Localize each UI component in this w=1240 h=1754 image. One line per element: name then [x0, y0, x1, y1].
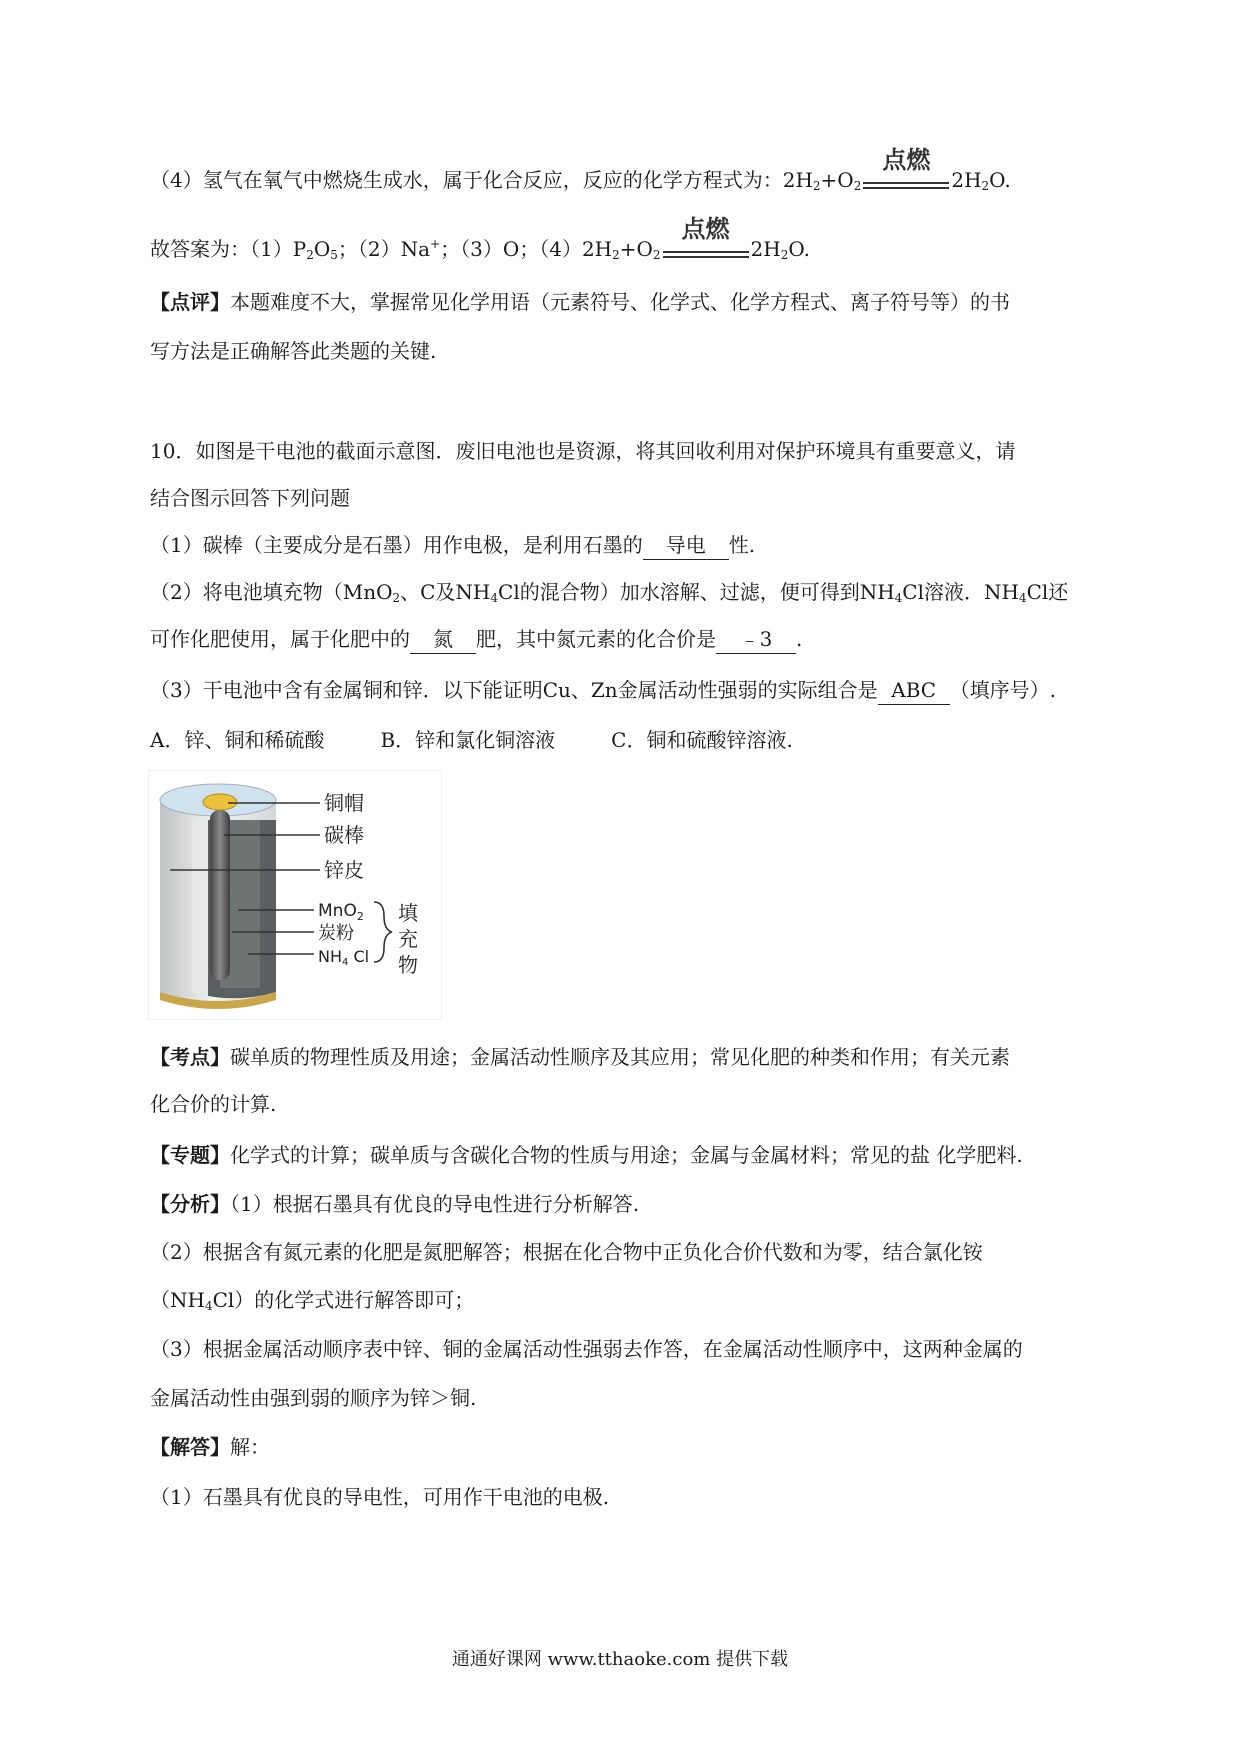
question-10-line-2 [150, 484, 350, 512]
text: （4）氢气在氧气中燃烧生成水，属于化合反应，反应的化学方程式为： [150, 168, 783, 192]
subscript: 2 [652, 248, 661, 262]
comment-tag: 【点评】 [150, 290, 230, 314]
answer-blank-1: 导电 [643, 531, 729, 560]
jieda-tag: 【解答】 [150, 1435, 230, 1459]
jieda-line [150, 1433, 270, 1461]
question-10-sub-2b [150, 625, 802, 654]
answer-blank-4: ABC [878, 676, 950, 705]
text: （2）根据含有氮元素的化肥是氮肥解答；根据在化合物中正负化合价代数和为零，结合氯化铵 [150, 1240, 983, 1264]
eq-plus: +O [820, 168, 854, 192]
label-nh4cl: NH4 Cl [318, 947, 370, 968]
subscript: 2 [612, 248, 620, 262]
answer-blank-2: 氮 [410, 625, 476, 654]
answer-prefix: 故答案为：（1）P [150, 237, 307, 261]
reaction-condition: 点燃 [882, 146, 931, 174]
option-c: C．铜和硫酸锌溶液. [611, 728, 793, 752]
zhuanti-line [150, 1141, 1023, 1169]
answer-summary [150, 215, 810, 269]
text: 肥，其中氮元素的化合价是 [476, 627, 716, 651]
text: 解： [230, 1435, 270, 1459]
question-10-options [150, 726, 793, 754]
text: 金属活动性由强到弱的顺序为锌＞铜. [150, 1386, 477, 1410]
label-copper-cap: 铜帽 [324, 791, 364, 815]
label-carbon-powder: 炭粉 [318, 923, 354, 944]
reaction-arrow [861, 146, 951, 200]
text: 化合价的计算. [150, 1092, 277, 1116]
text: （NH [150, 1288, 205, 1312]
text: . [796, 627, 803, 651]
kaodian-line-2 [150, 1090, 276, 1118]
subscript: 2 [812, 179, 821, 193]
text: Cl还 [1026, 580, 1069, 604]
subscript: 2 [981, 179, 990, 193]
fenxi-line-5 [150, 1384, 476, 1412]
answer-line-4 [150, 146, 1011, 200]
eq-right: 2H [951, 168, 982, 192]
fenxi-line-4 [150, 1335, 1023, 1363]
subscript: 4 [894, 591, 903, 605]
fenxi-line-2 [150, 1238, 983, 1266]
text: （2）将电池填充物（MnO [150, 580, 393, 604]
subscript: 2 [306, 248, 314, 262]
label-filler-2: 充 [398, 927, 418, 951]
jieda-line-1 [150, 1483, 609, 1511]
kaodian-line-1 [150, 1043, 1010, 1071]
text: 、C及NH [400, 580, 491, 604]
eq-end: O. [989, 168, 1011, 192]
text: 碳单质的物理性质及用途；金属活动性顺序及其应用；常见化肥的种类和作用；有关元素 [230, 1045, 1010, 1069]
label-filler-1: 填 [398, 901, 418, 925]
text: O [313, 237, 331, 261]
text: Cl的混合物）加水溶解、过滤，便可得到NH [498, 580, 895, 604]
option-b: B．锌和氯化铜溶液 [380, 728, 556, 752]
text: 10．如图是干电池的截面示意图．废旧电池也是资源，将其回收利用对保护环境具有重要意义，请 [150, 439, 1016, 463]
subscript: 2 [853, 179, 862, 193]
text: O. [788, 237, 810, 261]
text: 性. [728, 533, 756, 557]
text: （1）碳棒（主要成分是石墨）用作电极，是利用石墨的 [150, 533, 643, 557]
option-a: A．锌、铜和稀硫酸 [150, 728, 325, 752]
text: 化学式的计算；碳单质与含碳化合物的性质与用途；金属与金属材料；常见的盐 化学肥料. [230, 1143, 1023, 1167]
text: Cl）的化学式进行解答即可； [212, 1288, 475, 1312]
fenxi-line-1 [150, 1190, 639, 1218]
text: （1）根据石墨具有优良的导电性进行分析解答. [230, 1192, 640, 1216]
text: 写方法是正确解答此类题的关键. [150, 339, 437, 363]
subscript: 4 [490, 591, 499, 605]
subscript: 2 [392, 591, 401, 605]
text: 2H [750, 237, 781, 261]
label-mno2: MnO$_2$ [318, 901, 364, 923]
eq-left: 2H [782, 168, 813, 192]
reaction-condition: 点燃 [681, 215, 730, 243]
subscript: 4 [204, 1299, 213, 1313]
reaction-arrow [661, 215, 751, 269]
comment-line-2 [150, 337, 436, 365]
text: 可作化肥使用，属于化肥中的 [150, 627, 410, 651]
copper-cap [203, 794, 237, 810]
label-zinc-skin: 锌皮 [324, 858, 364, 882]
question-10-sub-2 [150, 578, 1068, 612]
zhuanti-tag: 【专题】 [150, 1143, 230, 1167]
superscript: + [430, 237, 441, 251]
subscript: 5 [330, 248, 338, 262]
comment-line-1 [150, 288, 1010, 316]
subscript: 2 [780, 248, 789, 262]
page-footer: 通通好课网 www.tthaoke.com 提供下载 [451, 1649, 789, 1670]
text: ；（2）Na [337, 237, 431, 261]
text: （3）根据金属活动顺序表中锌、铜的金属活动性强弱去作答，在金属活动性顺序中，这两种金属的 [150, 1337, 1023, 1361]
text: 本题难度不大，掌握常见化学用语（元素符号、化学式、化学方程式、离子符号等）的书 [230, 290, 1010, 314]
question-10-line-1 [150, 437, 1015, 465]
question-10-sub-3 [150, 676, 1056, 705]
text: （填序号）. [949, 678, 1057, 702]
label-carbon-rod: 碳棒 [324, 823, 364, 847]
zinc-layer [192, 820, 208, 996]
answer-blank-3: ﹣3 [716, 625, 796, 654]
fenxi-line-3 [150, 1286, 474, 1320]
text: （3）干电池中含有金属铜和锌．以下能证明Cu、Zn金属活动性强弱的实际组合是 [150, 678, 878, 702]
text: Cl溶液．NH [902, 580, 1019, 604]
label-filler-3: 物 [398, 953, 418, 977]
text: +O [619, 237, 653, 261]
text: ；（3）O；（4）2H [440, 237, 613, 261]
text: 结合图示回答下列问题 [150, 486, 350, 510]
question-10-sub-1 [150, 531, 755, 560]
battery-cross-section-figure [148, 770, 442, 1020]
kaodian-tag: 【考点】 [150, 1045, 230, 1069]
fenxi-tag: 【分析】 [150, 1192, 230, 1216]
subscript: 4 [1018, 591, 1027, 605]
text: （1）石墨具有优良的导电性，可用作干电池的电极. [150, 1485, 610, 1509]
